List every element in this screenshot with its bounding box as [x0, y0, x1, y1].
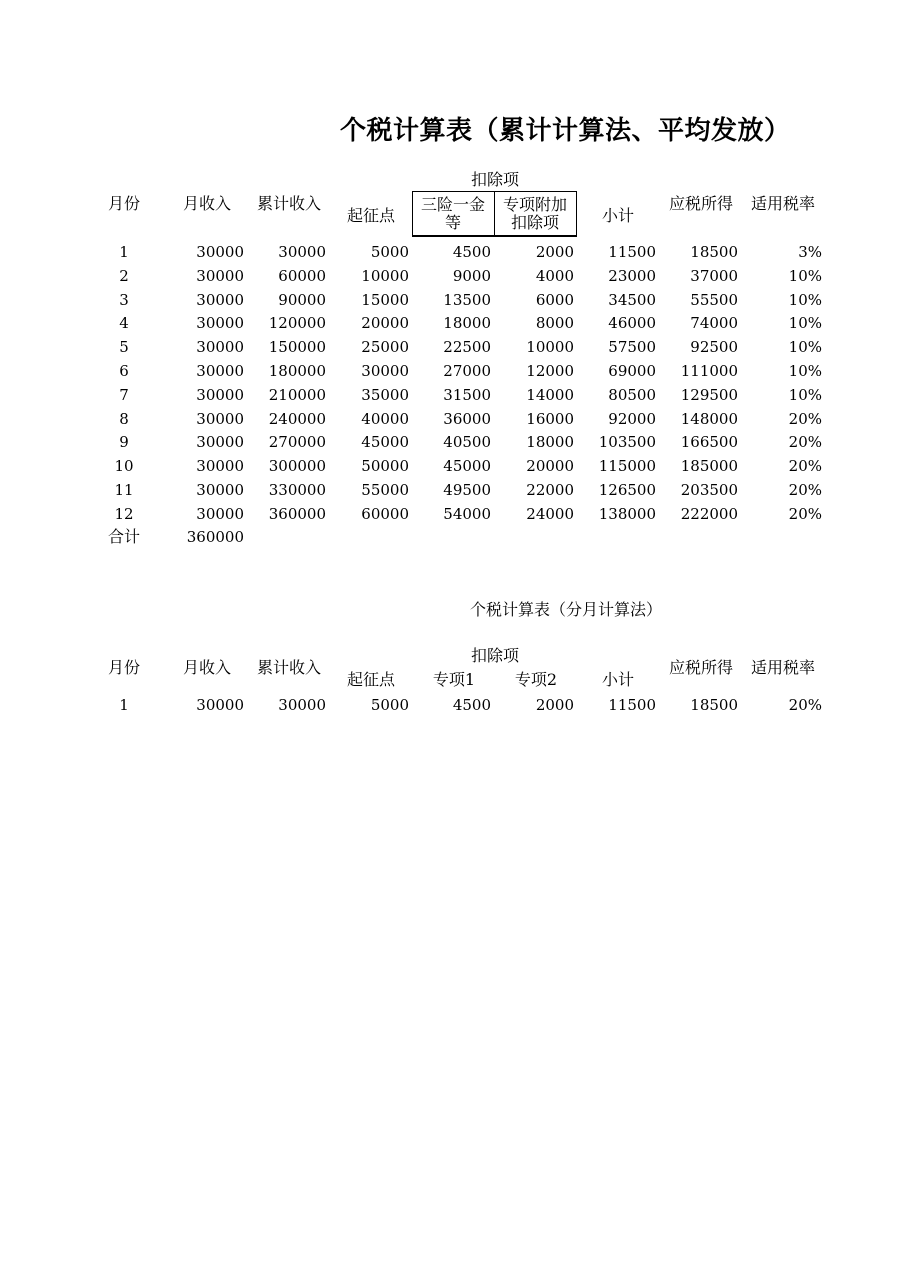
cell-cumulative: 330000 — [268, 481, 326, 499]
cell-subtotal: 11500 — [608, 243, 656, 261]
cell-month: 8 — [119, 409, 129, 428]
cell-deduction1: 27000 — [443, 362, 491, 380]
cell-deduction2: 4000 — [535, 266, 574, 285]
cell-deduction2: 10000 — [526, 338, 574, 357]
cell-income: 30000 — [196, 696, 244, 714]
cell-month: 2 — [119, 266, 129, 285]
cell-threshold: 55000 — [361, 481, 409, 499]
cell-income: 30000 — [196, 338, 244, 357]
cell-cumulative: 300000 — [268, 457, 326, 476]
table2-header-taxable: 应税所得 — [668, 658, 733, 677]
cell-income: 30000 — [196, 409, 244, 428]
table2-group-header: 扣除项 — [470, 646, 519, 665]
cell-month: 3 — [119, 290, 129, 309]
cell-month: 12 — [114, 504, 134, 523]
cell-deduction2: 16000 — [526, 409, 574, 428]
table2-header-subtotal: 小计 — [601, 670, 634, 689]
table2-header-threshold: 起征点 — [346, 670, 395, 689]
table1-header-insurance — [413, 196, 493, 232]
cell-deduction2: 6000 — [535, 290, 574, 309]
cell-taxable: 18500 — [690, 243, 738, 261]
cell-subtotal: 126500 — [598, 481, 656, 499]
cell-rate: 20% — [788, 481, 822, 499]
table2-header-income: 月收入 — [182, 658, 231, 677]
cell-subtotal: 34500 — [608, 290, 656, 309]
cell-month: 9 — [119, 433, 129, 452]
cell-taxable: 111000 — [680, 362, 738, 380]
table1-header-threshold: 起征点 — [346, 206, 395, 225]
cell-threshold: 35000 — [361, 385, 409, 404]
cell-cumulative: 210000 — [268, 385, 326, 404]
table1-header-insurance-line1: 三险一金 — [420, 195, 485, 214]
cell-taxable: 74000 — [690, 314, 738, 333]
cell-taxable: 185000 — [680, 457, 738, 476]
table2-header-cumulative: 累计收入 — [256, 658, 321, 677]
cell-deduction1: 4500 — [452, 243, 491, 261]
cell-subtotal: 23000 — [608, 266, 656, 285]
table1-header-rate: 适用税率 — [750, 194, 815, 213]
cell-deduction2: 18000 — [526, 433, 574, 452]
cell-income: 30000 — [196, 362, 244, 380]
cell-threshold: 15000 — [361, 290, 409, 309]
cell-threshold: 60000 — [361, 504, 409, 523]
cell-rate: 10% — [788, 314, 822, 333]
cell-rate: 20% — [788, 409, 822, 428]
cell-rate: 20% — [788, 696, 822, 714]
cell-cumulative: 60000 — [278, 266, 326, 285]
cell-cumulative: 90000 — [278, 290, 326, 309]
cell-taxable: 203500 — [680, 481, 738, 499]
cell-taxable: 129500 — [680, 385, 738, 404]
cell-subtotal: 46000 — [608, 314, 656, 333]
cell-threshold: 45000 — [361, 433, 409, 452]
table1-total-label: 合计 — [107, 527, 140, 546]
table2-header-special1: 专项1 — [432, 670, 476, 689]
cell-deduction1: 40500 — [443, 433, 491, 452]
cell-rate: 10% — [788, 385, 822, 404]
cell-threshold: 50000 — [361, 457, 409, 476]
cell-deduction2: 2000 — [535, 696, 574, 714]
cell-subtotal: 11500 — [608, 696, 656, 714]
cell-deduction2: 8000 — [535, 314, 574, 333]
table1-header-special-line1: 专项附加 — [502, 195, 567, 214]
cell-rate: 20% — [788, 457, 822, 476]
table1-title: 个税计算表（累计计算法、平均发放） — [340, 116, 791, 146]
table1-header-taxable: 应税所得 — [668, 194, 733, 213]
cell-deduction1: 18000 — [443, 314, 491, 333]
cell-subtotal: 92000 — [608, 409, 656, 428]
cell-threshold: 25000 — [361, 338, 409, 357]
cell-income: 30000 — [196, 481, 244, 499]
cell-rate: 10% — [788, 362, 822, 380]
cell-month: 4 — [119, 314, 129, 333]
cell-income: 30000 — [196, 266, 244, 285]
cell-deduction2: 22000 — [526, 481, 574, 499]
cell-income: 30000 — [196, 385, 244, 404]
table1-header-subtotal: 小计 — [601, 206, 634, 225]
cell-month: 11 — [114, 481, 134, 499]
cell-deduction2: 2000 — [535, 243, 574, 261]
cell-deduction1: 49500 — [443, 481, 491, 499]
cell-rate: 20% — [788, 433, 822, 452]
cell-month: 10 — [114, 457, 134, 476]
cell-taxable: 37000 — [690, 266, 738, 285]
cell-taxable: 18500 — [690, 696, 738, 714]
cell-cumulative: 270000 — [268, 433, 326, 452]
cell-rate: 3% — [798, 243, 822, 261]
cell-month: 7 — [119, 385, 129, 404]
cell-deduction2: 20000 — [526, 457, 574, 476]
cell-rate: 10% — [788, 338, 822, 357]
table1-header-special-line2: 扣除项 — [510, 213, 559, 232]
cell-month: 6 — [119, 362, 129, 380]
cell-cumulative: 30000 — [278, 696, 326, 714]
cell-subtotal: 103500 — [598, 433, 656, 452]
cell-income: 30000 — [196, 290, 244, 309]
cell-income: 30000 — [196, 243, 244, 261]
cell-rate: 10% — [788, 290, 822, 309]
cell-subtotal: 138000 — [598, 504, 656, 523]
table1-header-month: 月份 — [107, 194, 140, 213]
cell-month: 1 — [119, 243, 129, 261]
cell-deduction2: 14000 — [526, 385, 574, 404]
cell-subtotal: 115000 — [598, 457, 656, 476]
cell-taxable: 166500 — [680, 433, 738, 452]
cell-threshold: 5000 — [370, 696, 409, 714]
cell-rate: 20% — [788, 504, 822, 523]
cell-taxable: 92500 — [690, 338, 738, 357]
cell-deduction1: 9000 — [452, 266, 491, 285]
cell-rate: 10% — [788, 266, 822, 285]
cell-deduction1: 45000 — [443, 457, 491, 476]
cell-deduction2: 24000 — [526, 504, 574, 523]
cell-month: 1 — [119, 696, 129, 714]
cell-taxable: 222000 — [680, 504, 738, 523]
table1-group-header: 扣除项 — [470, 170, 519, 189]
cell-taxable: 148000 — [680, 409, 738, 428]
cell-cumulative: 180000 — [268, 362, 326, 380]
cell-threshold: 5000 — [370, 243, 409, 261]
table1-header-income: 月收入 — [182, 194, 231, 213]
cell-subtotal: 69000 — [608, 362, 656, 380]
cell-cumulative: 360000 — [268, 504, 326, 523]
table1-header-cumulative: 累计收入 — [256, 194, 321, 213]
cell-taxable: 55500 — [690, 290, 738, 309]
cell-income: 30000 — [196, 457, 244, 476]
cell-deduction1: 13500 — [443, 290, 491, 309]
cell-month: 5 — [119, 338, 129, 357]
cell-cumulative: 120000 — [268, 314, 326, 333]
cell-cumulative: 240000 — [268, 409, 326, 428]
cell-deduction1: 36000 — [443, 409, 491, 428]
cell-income: 30000 — [196, 504, 244, 523]
table2-title: 个税计算表（分月计算法） — [470, 600, 663, 619]
cell-cumulative: 30000 — [278, 243, 326, 261]
table1-header-insurance-line2: 等 — [444, 213, 461, 232]
cell-subtotal: 57500 — [608, 338, 656, 357]
cell-threshold: 10000 — [361, 266, 409, 285]
cell-cumulative: 150000 — [268, 338, 326, 357]
table1-header-special — [495, 196, 575, 232]
table1-total-value: 360000 — [186, 528, 244, 546]
cell-threshold: 20000 — [361, 314, 409, 333]
table2-header-rate: 适用税率 — [750, 658, 815, 677]
cell-subtotal: 80500 — [608, 385, 656, 404]
cell-deduction1: 54000 — [443, 504, 491, 523]
cell-income: 30000 — [196, 433, 244, 452]
cell-deduction1: 31500 — [443, 385, 491, 404]
cell-threshold: 40000 — [361, 409, 409, 428]
cell-deduction2: 12000 — [526, 362, 574, 380]
table2-header-special2: 专项2 — [514, 670, 558, 689]
cell-deduction1: 4500 — [452, 696, 491, 714]
table2-header-month: 月份 — [107, 658, 140, 677]
cell-threshold: 30000 — [361, 362, 409, 380]
cell-income: 30000 — [196, 314, 244, 333]
cell-deduction1: 22500 — [443, 338, 491, 357]
